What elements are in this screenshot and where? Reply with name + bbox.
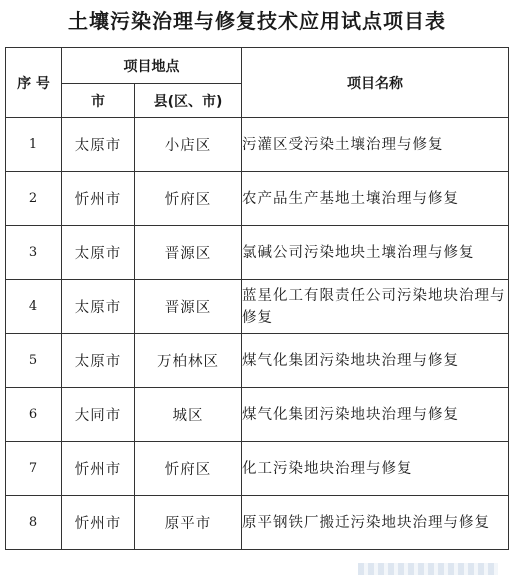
project-table [5, 47, 509, 550]
row-project-name: 污灌区受污染土壤治理与修复 [242, 118, 509, 172]
row-project-name: 化工污染地块治理与修复 [242, 442, 509, 496]
row-number: 5 [6, 334, 62, 388]
header-seq: 序 号 [6, 48, 62, 118]
table-row [6, 334, 509, 388]
row-number: 3 [6, 226, 62, 280]
table-row [6, 226, 509, 280]
row-number: 8 [6, 496, 62, 550]
header-location: 项目地点 [62, 48, 242, 84]
table-row [6, 172, 509, 226]
row-project-name: 农产品生产基地土壤治理与修复 [242, 172, 509, 226]
document-title: 土壤污染治理与修复技术应用试点项目表 [68, 9, 446, 33]
row-city: 太原市 [62, 334, 135, 388]
row-number: 7 [6, 442, 62, 496]
row-city: 大同市 [62, 388, 135, 442]
row-city: 忻州市 [62, 442, 135, 496]
row-city: 太原市 [62, 280, 135, 334]
row-project-name: 煤气化集团污染地块治理与修复 [242, 334, 509, 388]
row-district: 忻府区 [135, 442, 242, 496]
row-district: 晋源区 [135, 280, 242, 334]
row-project-name: 氯碱公司污染地块土壤治理与修复 [242, 226, 509, 280]
row-number: 6 [6, 388, 62, 442]
row-district: 万柏林区 [135, 334, 242, 388]
row-city: 忻州市 [62, 172, 135, 226]
row-project-name: 原平钢铁厂搬迁污染地块治理与修复 [242, 496, 509, 550]
row-district: 忻府区 [135, 172, 242, 226]
table-row [6, 118, 509, 172]
row-number: 2 [6, 172, 62, 226]
header-project-name: 项目名称 [242, 48, 509, 118]
row-number: 1 [6, 118, 62, 172]
table-row [6, 280, 509, 334]
row-city: 忻州市 [62, 496, 135, 550]
row-district: 城区 [135, 388, 242, 442]
row-district: 晋源区 [135, 226, 242, 280]
watermark [358, 563, 498, 575]
row-district: 原平市 [135, 496, 242, 550]
table-row [6, 442, 509, 496]
row-project-name: 蓝星化工有限责任公司污染地块治理与修复 [242, 280, 509, 334]
row-district: 小店区 [135, 118, 242, 172]
header-district: 县(区、市) [135, 84, 242, 118]
row-number: 4 [6, 280, 62, 334]
header-city: 市 [62, 84, 135, 118]
row-city: 太原市 [62, 226, 135, 280]
table-row [6, 496, 509, 550]
row-city: 太原市 [62, 118, 135, 172]
table-row [6, 388, 509, 442]
row-project-name: 煤气化集团污染地块治理与修复 [242, 388, 509, 442]
